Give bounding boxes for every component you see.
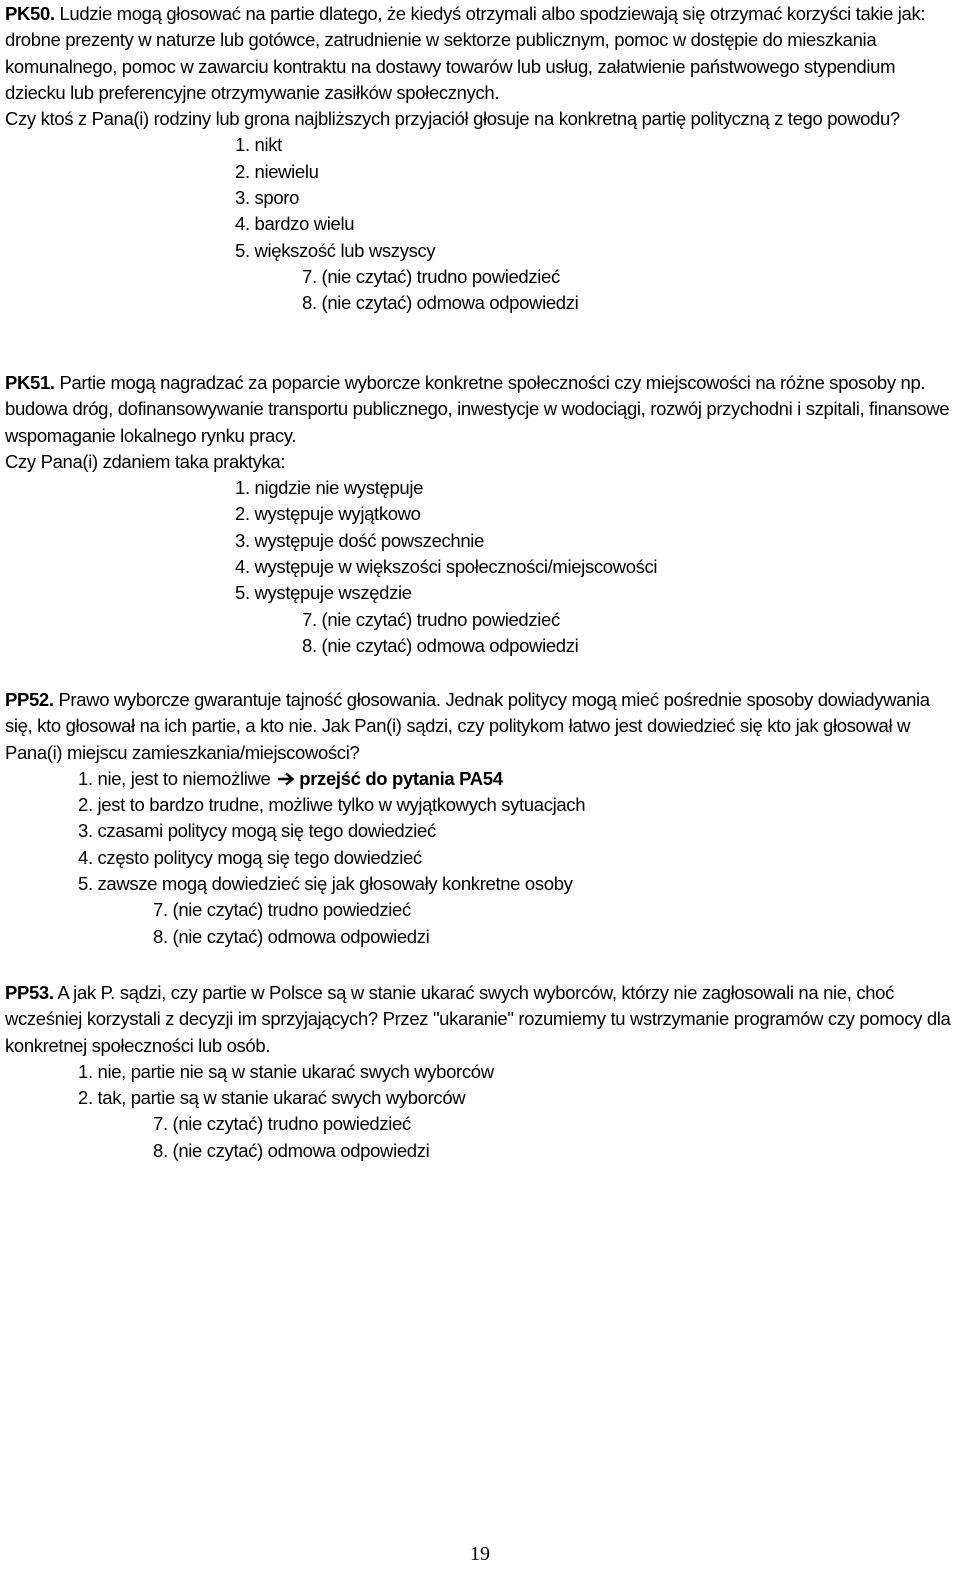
extra-option: 8. (nie czytać) odmowa odpowiedzi (302, 292, 579, 314)
answer-option: 1. nigdzie nie występuje (235, 477, 424, 499)
answer-options (235, 475, 955, 606)
question-code: PP53. (5, 982, 54, 1003)
question-pk50 (5, 1, 955, 317)
question-text: Czy ktoś z Pana(i) rodziny lub grona najbliższych przyjaciół głosuje na konkretną partię polityczną z tego powodu? (5, 108, 900, 130)
question-text: Czy Pana(i) zdaniem taka praktyka: (5, 450, 286, 472)
answer-option: 4. bardzo wielu (235, 213, 355, 235)
answer-options (78, 766, 955, 897)
answer-option: 1. nie, partie nie są w stanie ukarać swych wyborców (78, 1060, 494, 1082)
question-intro (5, 980, 955, 1059)
page-number: 19 (470, 1543, 490, 1565)
extra-option: 7. (nie czytać) trudno powiedzieć (302, 265, 560, 287)
question-intro-text: A jak P. sądzi, czy partie w Polsce są w stanie ukarać swych wyborców, którzy nie zagłosowali na nie, choć wcześniej korzystali z decyzji im sprzyjających? Przez "ukaranie" rozumiemy tu wstrzymanie programów czy pomocy dla konkretnej społeczności lub osób. (5, 982, 951, 1056)
question-intro (5, 1, 955, 106)
answer-option: 5. zawsze mogą dowiedzieć się jak głosowały konkretne osoby (78, 873, 573, 895)
question-pp52 (5, 687, 955, 950)
extra-options (153, 1111, 955, 1164)
extra-option: 8. (nie czytać) odmowa odpowiedzi (302, 634, 579, 656)
answer-option: 3. sporo (235, 187, 300, 209)
extra-options (302, 264, 955, 317)
question-intro-text: Ludzie mogą głosować na partie dlatego, że kiedyś otrzymali albo spodziewają się otrzymać korzyści takie jak: drobne prezenty w naturze lub gotówce, zatrudnienie w sektorze publicznym, pomoc w dostępie do mieszkania komunalnego, pomoc w zawarciu kontraktu na dostawy towarów lub usług, załatwienie państwowego stypendium dziecku lub preferencyjne otrzymywanie zasiłków społecznych. (5, 3, 926, 103)
question-pp53 (5, 980, 955, 1164)
answer-option: 5. większość lub wszyscy (235, 239, 436, 261)
answer-option: 2. jest to bardzo trudne, możliwe tylko w wyjątkowych sytuacjach (78, 794, 586, 816)
answer-options (78, 1059, 955, 1112)
extra-option: 8. (nie czytać) odmowa odpowiedzi (153, 1139, 430, 1161)
answer-option: 3. czasami politycy mogą się tego dowiedzieć (78, 820, 436, 842)
answer-option: 4. często politycy mogą się tego dowiedzieć (78, 846, 422, 868)
question-intro-text: Partie mogą nagradzać za poparcie wyborcze konkretne społeczności czy miejscowości na różne sposoby np. budowa dróg, dofinansowywanie transportu publicznego, inwestycje w wodociągi, rozwój przychodni i szpitali, finansowe wspomaganie lokalnego rynku pracy. (5, 372, 950, 446)
answer-option-label: 1. nie, jest to niemożliwe (78, 767, 271, 789)
question-code: PK50. (5, 3, 55, 24)
question-code: PP52. (5, 689, 54, 710)
extra-options (153, 897, 955, 950)
question-pk51 (5, 370, 955, 659)
question-intro (5, 687, 955, 766)
extra-option: 7. (nie czytać) trudno powiedzieć (302, 608, 560, 630)
answer-option: 2. niewielu (235, 160, 319, 182)
answer-option: 2. tak, partie są w stanie ukarać swych wyborców (78, 1087, 466, 1109)
answer-option: 2. występuje wyjątkowo (235, 503, 421, 525)
extra-option: 7. (nie czytać) trudno powiedzieć (153, 899, 411, 921)
question-intro (5, 370, 955, 449)
answer-option (78, 766, 955, 792)
extra-option: 7. (nie czytać) trudno powiedzieć (153, 1113, 411, 1135)
answer-option: 1. nikt (235, 134, 282, 156)
answer-option: 3. występuje dość powszechnie (235, 529, 484, 551)
answer-option: 5. występuje wszędzie (235, 582, 412, 604)
extra-options (302, 607, 955, 660)
question-code: PK51. (5, 372, 55, 393)
extra-option: 8. (nie czytać) odmowa odpowiedzi (153, 925, 430, 947)
question-intro-text: Prawo wyborcze gwarantuje tajność głosowania. Jednak politycy mogą mieć pośrednie sposoby dowiadywania się, kto głosował na ich partie, a kto nie. Jak Pan(i) sądzi, czy politykom łatwo jest dowiedzieć się kto jak głosował w Pana(i) miejscu zamieszkania/miejscowości? (5, 689, 930, 763)
skip-instruction: przejść do pytania PA54 (299, 767, 503, 789)
arrow-right-icon (277, 772, 295, 786)
answer-options (235, 132, 955, 263)
answer-option: 4. występuje w większości społeczności/miejscowości (235, 556, 658, 578)
